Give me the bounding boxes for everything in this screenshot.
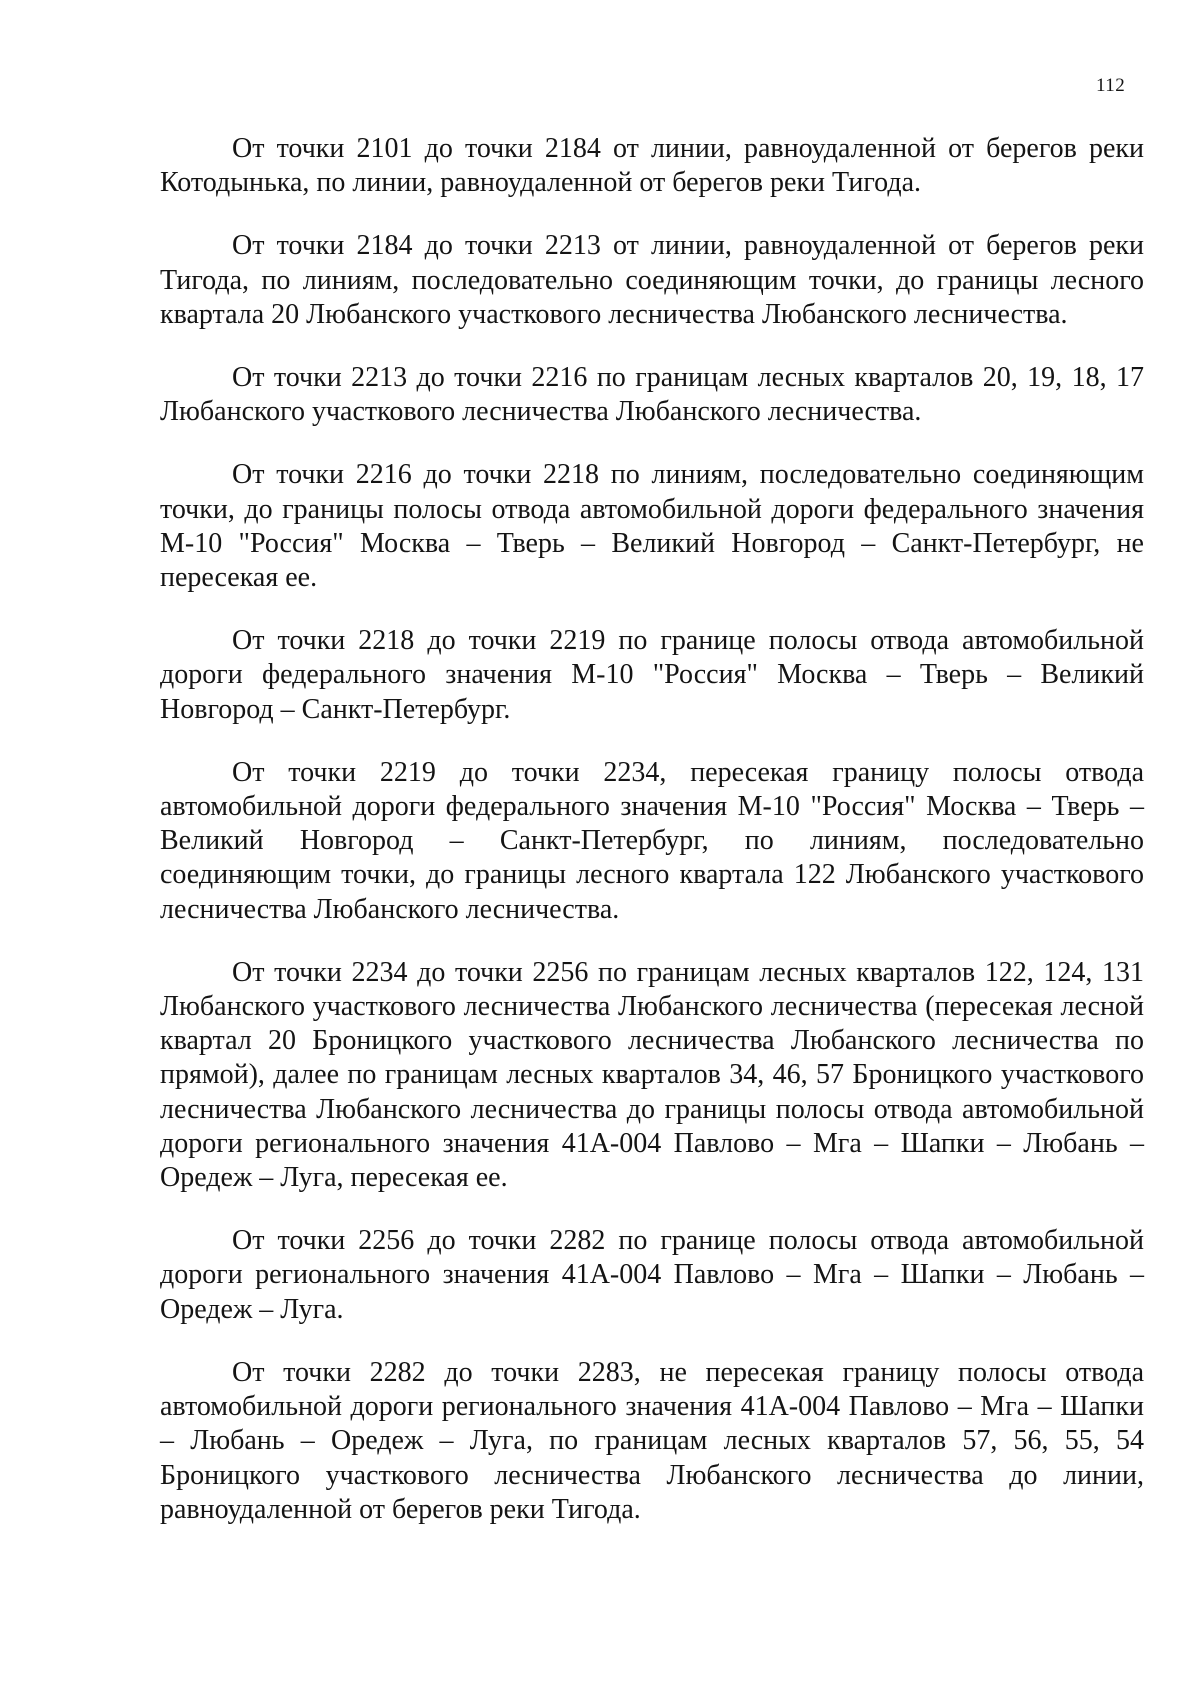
paragraph: От точки 2282 до точки 2283, не пересекая границу полосы отвода автомобильной дороги регионального значения 41А-004 Павлово – Мга – Шапки – Любань – Оредеж – Луга, по границам лесных кварталов 57, 56, 55, 54 Броницкого участкового лесничества Любанского лесничества до линии, равноудаленной от берегов реки Тигода. xyxy=(160,1356,1144,1525)
page-number: 112 xyxy=(1096,75,1126,96)
paragraph: От точки 2219 до точки 2234, пересекая границу полосы отвода автомобильной дороги федерального значения М-10 "Россия" Москва – Тверь – Великий Новгород – Санкт-Петербург, по линиям, последовательно соединяющим точки, до границы лесного квартала 122 Любанского участкового лесничества Любанского лесничества. xyxy=(160,756,1144,925)
paragraph: От точки 2101 до точки 2184 от линии, равноудаленной от берегов реки Котодынька, по линии, равноудаленной от берегов реки Тигода. xyxy=(160,133,1144,199)
paragraph: От точки 2218 до точки 2219 по границе полосы отвода автомобильной дороги федерального значения М-10 "Россия" Москва – Тверь – Великий Новгород – Санкт-Петербург. xyxy=(160,625,1144,725)
paragraph: От точки 2213 до точки 2216 по границам лесных кварталов 20, 19, 18, 17 Любанского участкового лесничества Любанского лесничества. xyxy=(160,362,1144,428)
paragraph: От точки 2184 до точки 2213 от линии, равноудаленной от берегов реки Тигода, по линиям, последовательно соединяющим точки, до границы лесного квартала 20 Любанского участкового лесничества Любанского лесничества. xyxy=(160,230,1144,330)
paragraph: От точки 2216 до точки 2218 по линиям, последовательно соединяющим точки, до границы полосы отвода автомобильной дороги федерального значения М-10 "Россия" Москва – Тверь – Великий Новгород – Санкт-Петербург, не пересекая ее. xyxy=(160,459,1144,594)
paragraph: От точки 2256 до точки 2282 по границе полосы отвода автомобильной дороги регионального значения 41А-004 Павлово – Мга – Шапки – Любань – Оредеж – Луга. xyxy=(160,1225,1144,1325)
document-body xyxy=(160,132,1144,1556)
paragraph: От точки 2234 до точки 2256 по границам лесных кварталов 122, 124, 131 Любанского участкового лесничества Любанского лесничества (пересекая лесной квартал 20 Броницкого участкового лесничества Любанского лесничества по прямой), далее по границам лесных кварталов 34, 46, 57 Броницкого участкового лесничества Любанского лесничества до границы полосы отвода автомобильной дороги регионального значения 41А-004 Павлово – Мга – Шапки – Любань – Оредеж – Луга, пересекая ее. xyxy=(160,956,1144,1194)
